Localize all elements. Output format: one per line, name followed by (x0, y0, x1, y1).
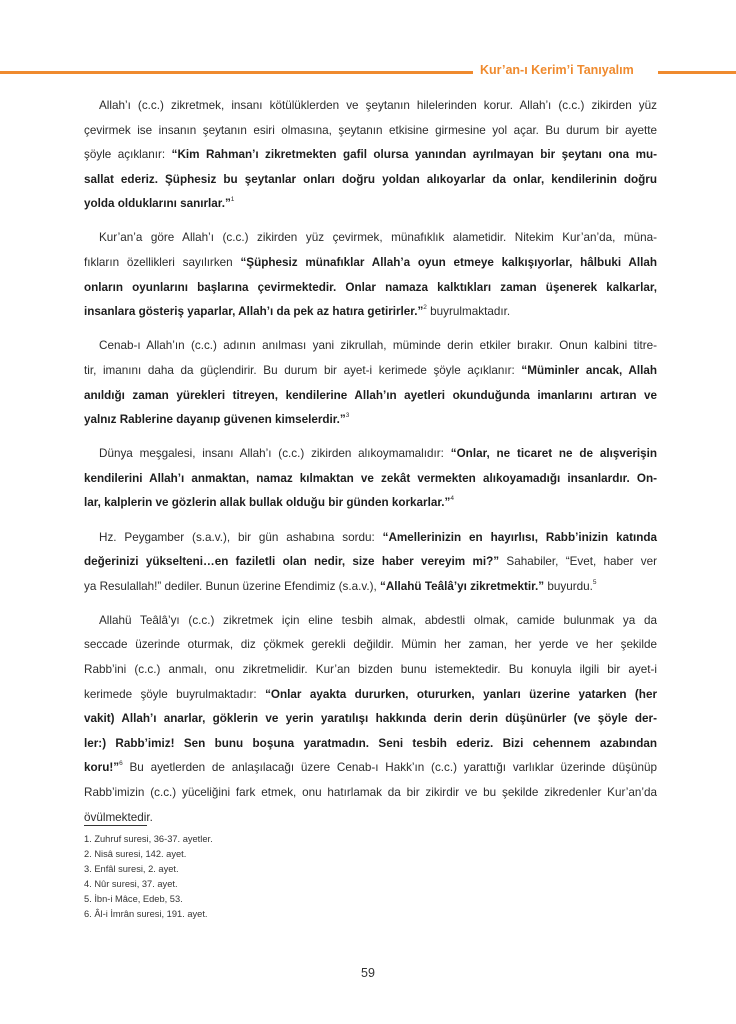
body-text-run: Rabb’ini (c.c.) anmalı, onu zikretmelidir. Kur’an bizden bunu istemektedir. Bu konuyla ilgili bir ayet-i (84, 662, 657, 676)
paragraph (84, 226, 657, 324)
text-line (84, 550, 657, 575)
quote-text: sallat ederiz. Şüphesiz bu şeytanlar onları doğru yoldan alıkoyarlar da onlar, kendilerinin doğru (84, 172, 657, 186)
text-line (84, 707, 657, 732)
footnote-ref[interactable]: 6 (119, 760, 123, 768)
quote-text: yalnız Rablerine dayanıp güvenen kimselerdir.” (84, 413, 346, 427)
body-text-run: buyurdu. (544, 579, 593, 593)
paragraph (84, 609, 657, 830)
body-text-run: çevirmek ise insanın şeytanın esiri olmasına, şeytanın etkisine girmesine yol açar. Bu durum bir ayette (84, 123, 657, 137)
text-line (84, 756, 657, 781)
paragraph (84, 442, 657, 516)
quote-text: onların oyunlarını başlarına çevirmektedir. Onlar namaza kalktıkları zaman üşenerek kalkarlar, (84, 280, 657, 294)
footnote-item: 4. Nûr suresi, 37. ayet. (84, 879, 178, 889)
quote-text: değerinizi yükselteni…en faziletli olan nedir, size haber vereyim mi?” (84, 555, 500, 569)
quote-text: koru!” (84, 761, 120, 775)
paragraph (84, 526, 657, 600)
footnote-ref[interactable]: 3 (345, 412, 350, 420)
text-line (84, 732, 657, 757)
text-line (84, 408, 657, 433)
body-text-run: Kur’an’a göre Allah’ı (c.c.) zikirden yüz çevirmek, münafıklık alametidir. Nitekim Kur’an’da, müna- (99, 231, 657, 245)
footnote-item: 5. İbn-i Mâce, Edeb, 53. (84, 894, 183, 904)
quote-text: lar, kalplerin ve gözlerin allak bullak olduğu bir günden korkarlar.” (84, 496, 451, 510)
paragraph (84, 334, 657, 432)
quote-text: “Onlar, ne ticaret ne de alışverişin (450, 447, 657, 461)
text-line (84, 658, 657, 683)
text-line (84, 300, 657, 325)
body-text-run: fıkların özellikleri sayılırken (84, 256, 241, 270)
text-line (84, 467, 657, 492)
header-rule-left (0, 71, 473, 74)
text-line (84, 192, 657, 217)
footnote-ref[interactable]: 1 (230, 196, 235, 204)
footnote-ref[interactable]: 2 (423, 304, 427, 312)
quote-text: anıldığı zaman yürekleri titreyen, kendilerine Allah’ın ayetleri okunduğunda imanlarını artıran ve (84, 388, 657, 402)
footnote-item: 1. Zuhruf suresi, 36-37. ayetler. (84, 834, 213, 844)
body-text-run: Bu ayetlerden de anlaşılacağı üzere Cenab-ı Hakk’ın (c.c.) yarattığı varlıklar üzerinde düşünüp (122, 761, 657, 775)
text-line (84, 442, 657, 467)
text-line (84, 251, 657, 276)
quote-text: insanlara gösteriş yaparlar, Allah’ı da pek az hatıra getirirler.” (84, 305, 424, 319)
body-text-run: Cenab-ı Allah’ın (c.c.) adının anılması yani zikrullah, müminde derin etkiler bırakır. Onun kalbini titre- (99, 339, 657, 353)
body-text-run: seccade üzerinde oturmak, diz çökmek gerekli değildir. Mümin her zaman, her yerde ve her şekilde (84, 638, 657, 652)
text-line (84, 575, 657, 600)
paragraph (84, 94, 657, 217)
quote-text: “Onlar ayakta dururken, otururken, yanları üzerine yatarken (her (265, 687, 657, 701)
body-text-run: Dünya meşgalesi, insanı Allah’ı (c.c.) zikirden alıkoymamalıdır: (99, 447, 451, 461)
body-text-run: Hz. Peygamber (s.a.v.), bir gün ashabına sordu: (99, 530, 383, 544)
text-line (84, 226, 657, 251)
header-rule-right (658, 71, 736, 74)
footnote-separator (84, 825, 147, 826)
body-text (84, 94, 657, 840)
text-line (84, 276, 657, 301)
text-line (84, 94, 657, 119)
quote-text: kendilerini Allah’ı anmaktan, namaz kılmaktan ve zekât vermekten alıkoyamadığı insanlardır. On- (84, 471, 657, 485)
text-line (84, 609, 657, 634)
body-text-run: Allah’ı (c.c.) zikretmek, insanı kötülüklerden ve şeytanın hilelerinden korur. Allah’ı (c.c.) zikirden yüz (99, 99, 657, 112)
text-line (84, 781, 657, 806)
footnotes (84, 832, 213, 922)
text-line (84, 526, 657, 551)
body-text-run: buyrulmaktadır. (426, 305, 511, 319)
quote-text: “Allahü Teâlâ’yı zikretmektir.” (380, 579, 545, 593)
quote-text: “Şüphesiz münafıklar Allah’a oyun etmeye kalkışıyorlar, hâlbuki Allah (240, 256, 657, 270)
text-line (84, 334, 657, 359)
text-line (84, 359, 657, 384)
footnote-item: 6. Âl-i İmrân suresi, 191. ayet. (84, 909, 208, 919)
text-line (84, 119, 657, 144)
footnote-ref[interactable]: 4 (450, 495, 454, 503)
page-number: 59 (361, 966, 375, 980)
quote-text: vakit) Allah’ı anarlar, göklerin ve yerin yaratılışı hakkında derin derin düşünürler (ve şöyle der- (84, 712, 657, 726)
body-text-run: kerimede şöyle buyrulmaktadır: (84, 687, 266, 701)
text-line (84, 633, 657, 658)
quote-text: “Kim Rahman’ı zikretmekten gafil olursa yanından ayrılmayan bir şeytanı ona mu- (171, 148, 657, 162)
footnote-item: 2. Nisâ suresi, 142. ayet. (84, 849, 187, 859)
quote-text: yolda olduklarını sanırlar.” (84, 197, 231, 211)
quote-text: ler:) Rabb’imiz! Sen bunu boşuna yaratmadın. Seni tesbih ederiz. Bizi cehennem azabından (84, 736, 657, 750)
footnote-ref[interactable]: 5 (592, 578, 597, 586)
body-text-run: ya Resulallah!” dediler. Bunun üzerine Efendimiz (s.a.v.), (84, 579, 381, 593)
body-text-run: Allahü Teâlâ’yı (c.c.) zikretmek için eline tesbih almak, abdestli olmak, camide bulunmak ya da (99, 613, 657, 627)
text-line (84, 806, 657, 831)
text-line (84, 683, 657, 708)
text-line (84, 491, 657, 516)
quote-text: “Müminler ancak, Allah (521, 363, 657, 377)
body-text-run: şöyle açıklanır: (84, 148, 172, 162)
text-line (84, 384, 657, 409)
running-header-title: Kur’an-ı Kerim’i Tanıyalım (480, 63, 634, 77)
body-text-run: Sahabiler, “Evet, haber ver (499, 555, 657, 569)
body-text-run: Rabb’imizin (c.c.) yüceliğini fark etmek, onu hatırlamak da bir zikirdir ve bu şekilde zikredenler Kur’an’da (84, 785, 657, 799)
body-text-run: övülmektedir. (84, 810, 153, 824)
body-text-run: tir, imanını daha da güçlendirir. Bu durum bir ayet-i kerimede şöyle açıklanır: (84, 363, 522, 377)
footnote-item: 3. Enfâl suresi, 2. ayet. (84, 864, 179, 874)
text-line (84, 143, 657, 168)
text-line (84, 168, 657, 193)
quote-text: “Amellerinizin en hayırlısı, Rabb’inizin katında (382, 530, 657, 544)
